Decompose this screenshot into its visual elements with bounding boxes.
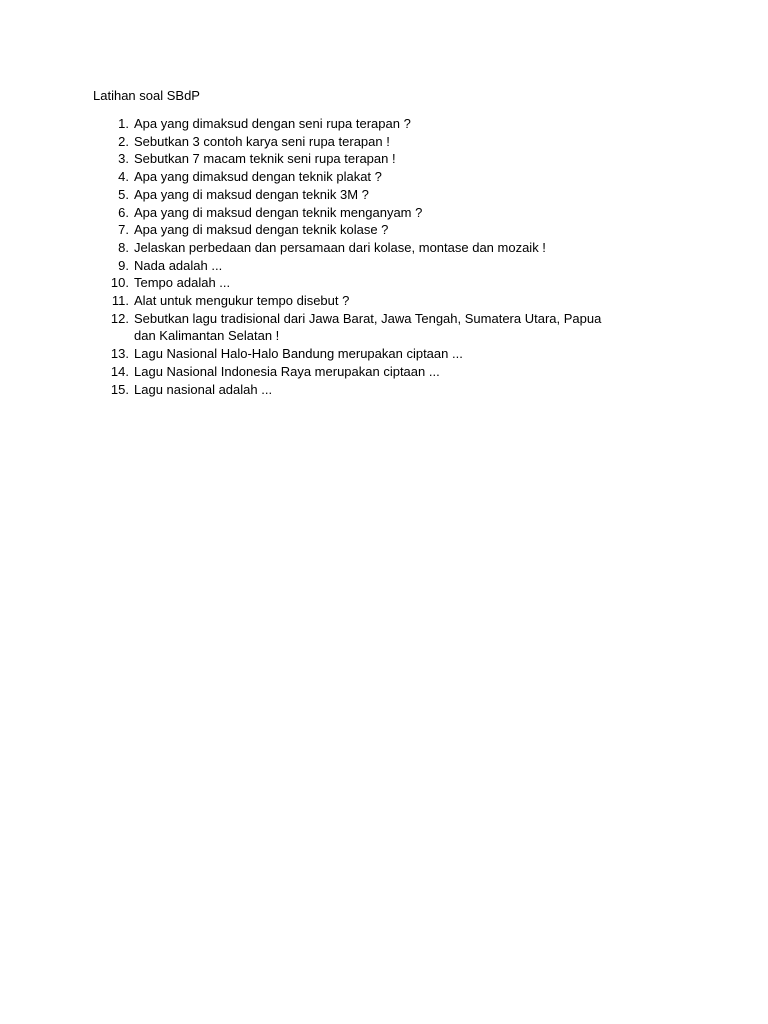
question-item-8 — [93, 239, 653, 257]
question-text: Tempo adalah ... — [134, 275, 231, 291]
question-number: 9. — [118, 257, 129, 273]
question-number: 12. — [110, 310, 129, 326]
question-text: Apa yang dimaksud dengan seni rupa terapan ? — [134, 116, 411, 131]
question-text: Jelaskan perbedaan dan persamaan dari kolase, montase dan mozaik ! — [134, 239, 546, 255]
question-text: Lagu Nasional Halo-Halo Bandung merupakan ciptaan ... — [134, 346, 463, 362]
question-text: Alat untuk mengukur tempo disebut ? — [134, 293, 350, 309]
question-number: 10. — [110, 275, 129, 291]
question-number: 4. — [118, 169, 129, 185]
question-number: 8. — [118, 239, 129, 255]
question-item-1 — [93, 115, 653, 133]
document-title: Latihan soal SBdP — [93, 88, 200, 103]
question-item-6 — [93, 204, 653, 222]
question-item-7 — [93, 221, 653, 239]
question-text: Apa yang di maksud dengan teknik kolase ? — [134, 222, 389, 238]
question-text: Sebutkan lagu tradisional dari Jawa Barat, Jawa Tengah, Sumatera Utara, Papua dan Kalimantan Selatan ! — [134, 310, 602, 344]
question-text: Apa yang dimaksud dengan teknik plakat ? — [134, 169, 382, 185]
question-number: 5. — [118, 186, 129, 202]
question-text: Nada adalah ... — [134, 257, 223, 273]
question-number: 6. — [118, 204, 129, 220]
question-number: 13. — [110, 346, 129, 362]
question-text: Sebutkan 3 contoh karya seni rupa terapan ! — [134, 133, 390, 149]
question-number: 11. — [111, 293, 129, 309]
question-item-10 — [93, 274, 653, 292]
question-number: 1. — [118, 116, 129, 131]
question-text: Lagu nasional adalah ... — [134, 381, 273, 397]
question-item-2 — [93, 133, 653, 151]
question-item-4 — [93, 168, 653, 186]
question-number: 14. — [110, 363, 129, 379]
question-item-14 — [93, 363, 653, 381]
question-item-13 — [93, 345, 653, 363]
question-item-9 — [93, 257, 653, 275]
question-item-12 — [93, 310, 653, 345]
question-number: 2. — [118, 133, 129, 149]
question-item-11 — [93, 292, 653, 310]
question-list — [93, 115, 653, 398]
question-item-5 — [93, 186, 653, 204]
question-number: 3. — [118, 151, 129, 167]
question-item-3 — [93, 150, 653, 168]
question-text: Lagu Nasional Indonesia Raya merupakan ciptaan ... — [134, 363, 440, 379]
question-number: 15. — [110, 381, 129, 397]
question-text: Apa yang di maksud dengan teknik 3M ? — [134, 186, 369, 202]
question-item-15 — [93, 381, 653, 399]
question-text: Apa yang di maksud dengan teknik menganyam ? — [134, 204, 423, 220]
question-number: 7. — [118, 222, 129, 238]
question-text: Sebutkan 7 macam teknik seni rupa terapan ! — [134, 151, 396, 167]
